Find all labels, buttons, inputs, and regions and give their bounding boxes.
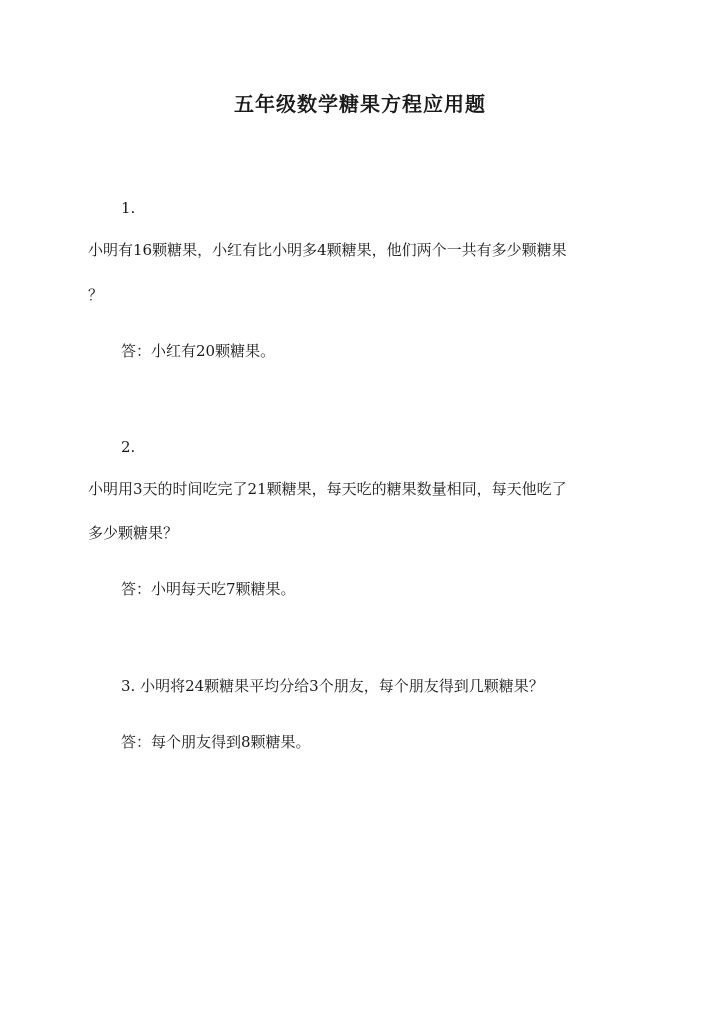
question-1-number: 1. (121, 199, 136, 217)
question-2-text-line1: 小明用3天的时间吃完了21颗糖果，每天吃的糖果数量相同，每天他吃了 (88, 480, 567, 498)
document-title: 五年级数学糖果方程应用题 (234, 92, 486, 116)
question-3-answer: 答：每个朋友得到8颗糖果。 (121, 733, 311, 751)
question-2-text-line2: 多少颗糖果？ (88, 524, 179, 542)
question-1-text-line2: ？ (88, 286, 104, 304)
question-2-number: 2. (121, 438, 136, 456)
question-1-text-line1: 小明有16颗糖果，小红有比小明多4颗糖果，他们两个一共有多少颗糖果 (88, 241, 567, 259)
question-3-text: 3. 小明将24颗糖果平均分给3个朋友，每个朋友得到几颗糖果？ (121, 677, 544, 695)
question-1-answer: 答：小红有20颗糖果。 (121, 342, 276, 360)
question-2-answer: 答：小明每天吃7颗糖果。 (121, 580, 296, 598)
